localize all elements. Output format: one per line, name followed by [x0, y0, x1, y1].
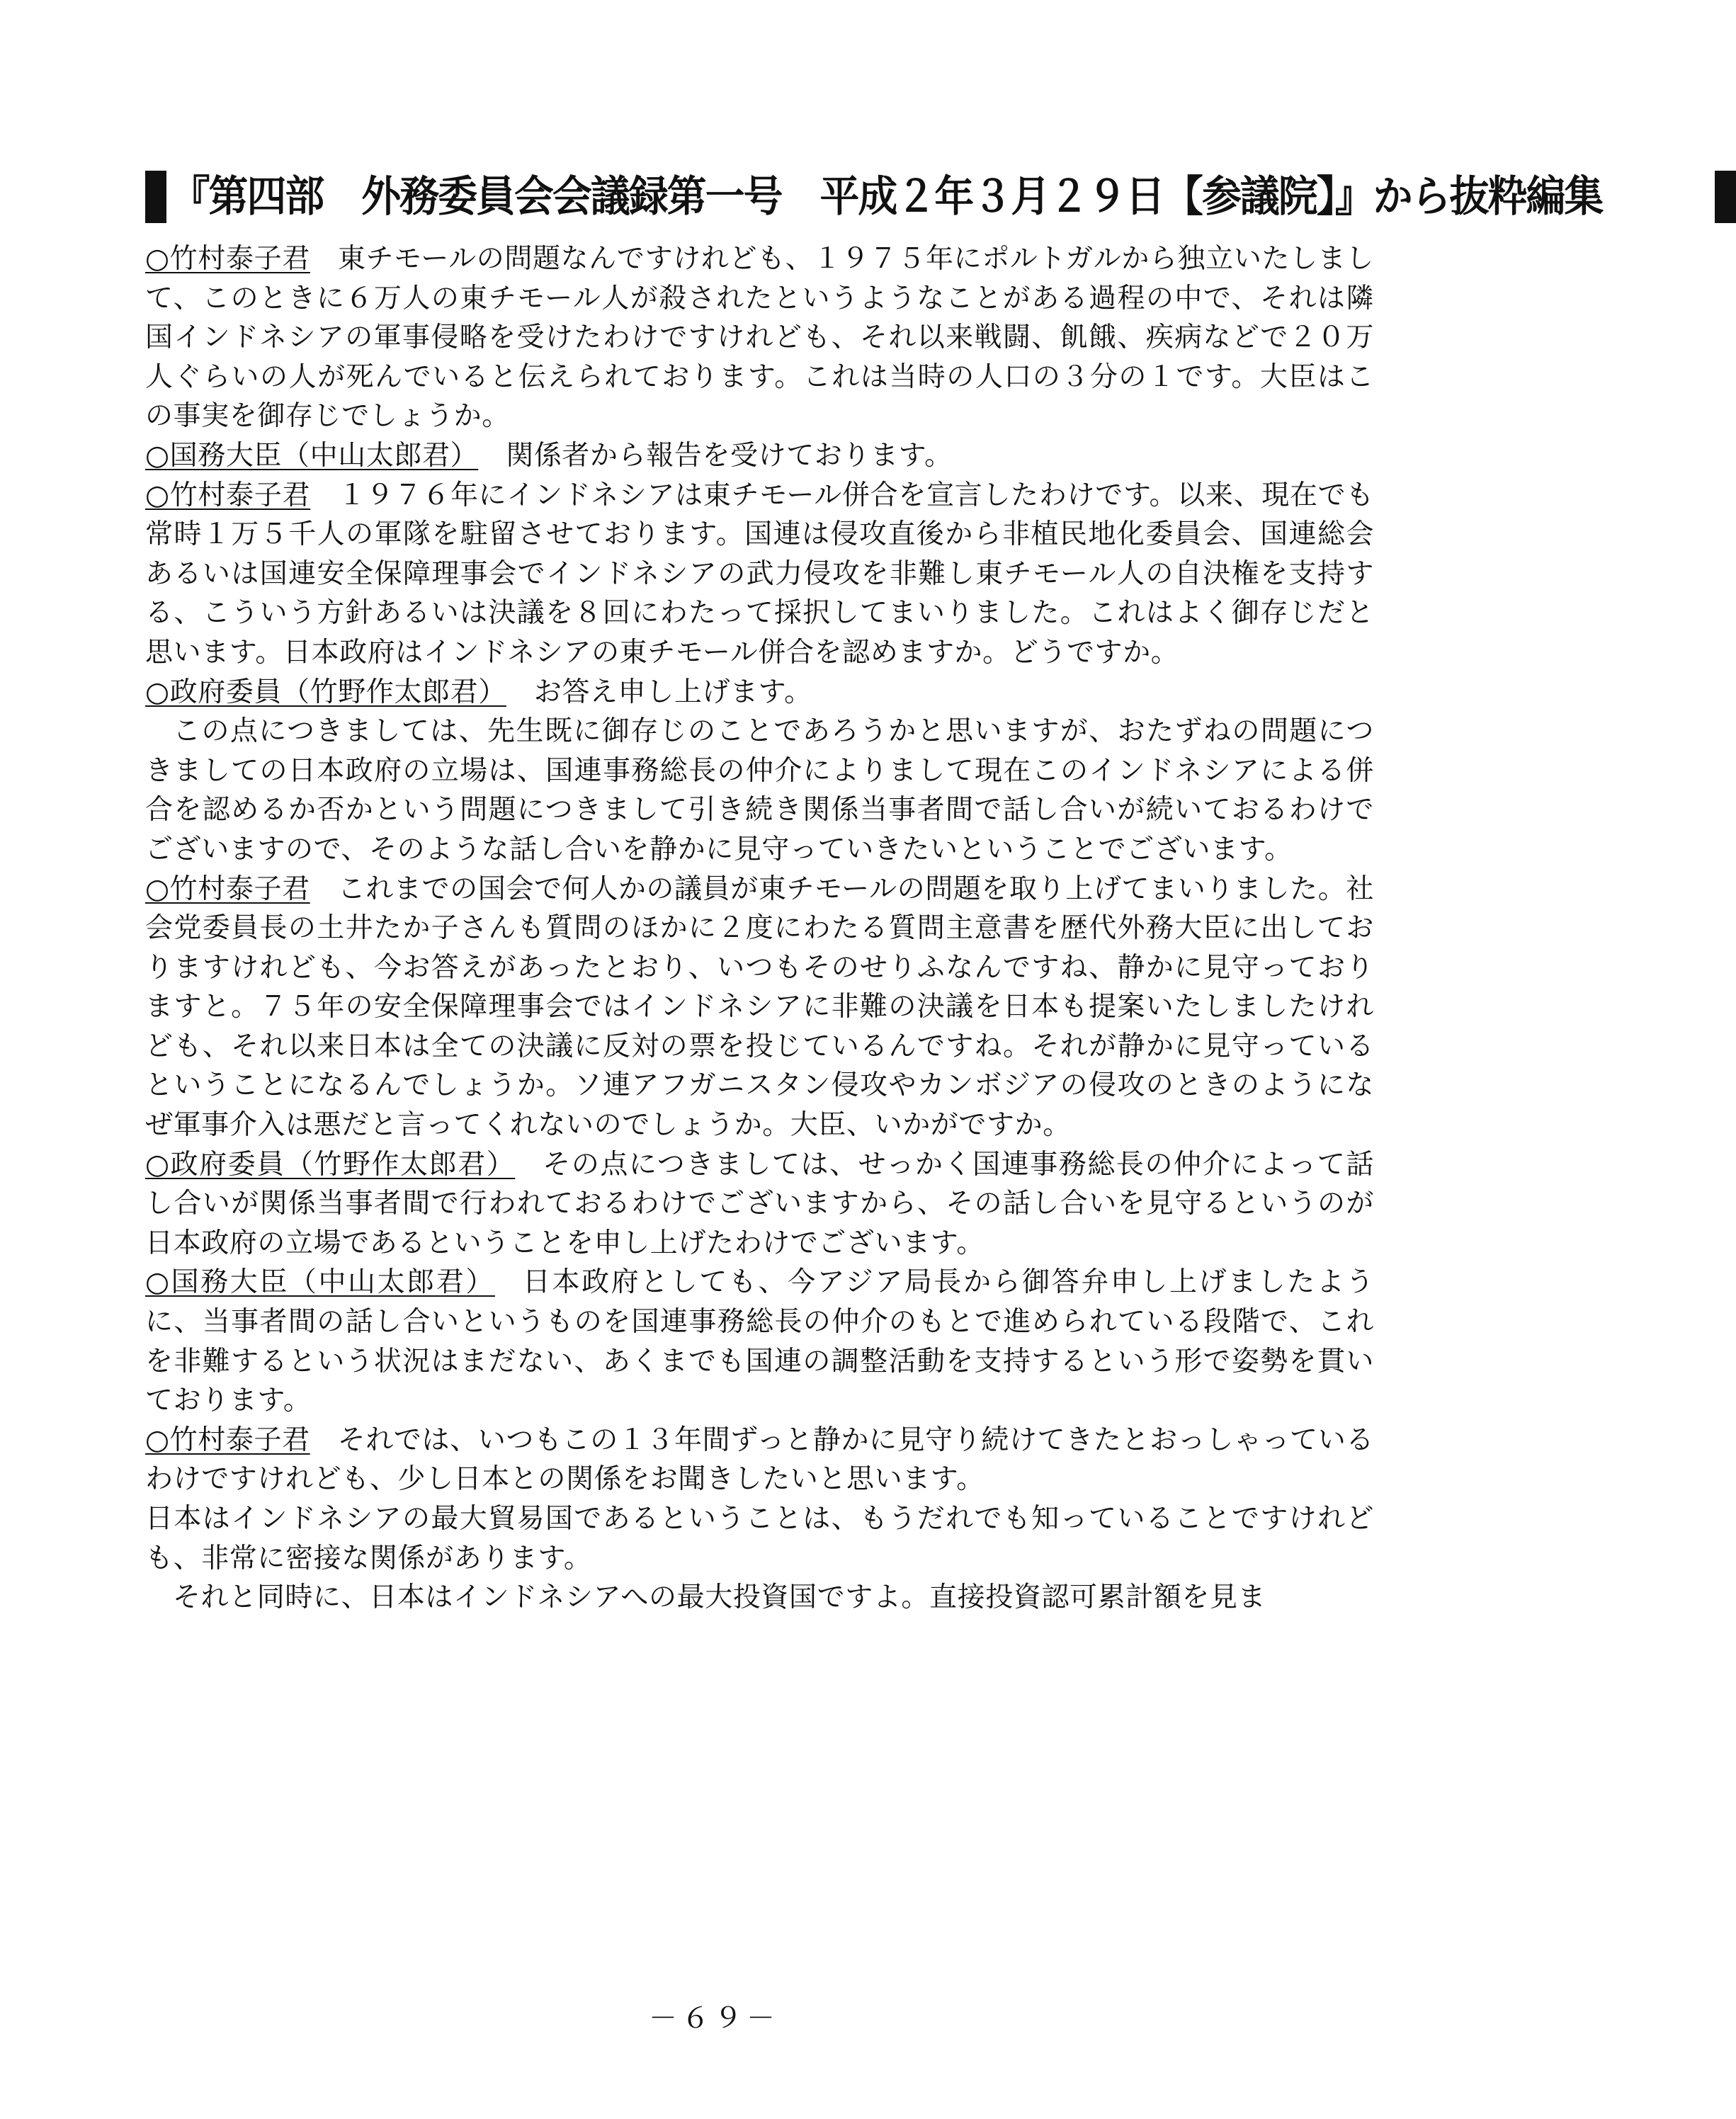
page-number: －６９－: [649, 2002, 779, 2035]
transcript-paragraph: [145, 1421, 1374, 1499]
speech-text: それでは、いつもこの１３年間ずっと静かに見守り続けてきたとおっしゃっているわけですけれども、少し日本との関係をお聞きしたいと思います。: [145, 1424, 1374, 1496]
transcript-paragraph: [145, 476, 1374, 673]
speaker-label: ○国務大臣（中山太郎君）: [145, 439, 479, 472]
section-header: [145, 164, 1603, 229]
speech-text: お答え申し上げます。: [533, 676, 812, 708]
speech-text: これまでの国会で何人かの議員が東チモールの問題を取り上げてまいりました。社会党委員長の土井たか子さんも質問のほかに２度にわたる質問主意書を歴代外務大臣に出しておりますけれども、今お答えがあったとおり、いつもそのせりふなんですね、静かに見守っておりますと。７５年の安全保障理事会ではインドネシアに非難の決議を日本も提案いたしましたけれども、それ以来日本は全ての決議に反対の票を投じているんですね。それが静かに見守っているということになるんでしょうか。ソ連アフガニスタン侵攻やカンボジアの侵攻のときのようになぜ軍事介入は悪だと言ってくれないのでしょうか。大臣、いかがですか。: [145, 873, 1374, 1142]
transcript-paragraph: [145, 712, 1374, 869]
transcript-paragraph: [145, 1578, 1374, 1618]
speaker-label: ○政府委員（竹野作太郎君）: [145, 1148, 516, 1181]
transcript-paragraph: [145, 239, 1374, 436]
speech-text: この点につきましては、先生既に御存じのことであろうかと思いますが、おたずねの問題につきましての日本政府の立場は、国連事務総長の仲介によりまして現在このインドネシアによる併合を認めるか否かという問題につきまして引き続き関係当事者間で話し合いが続いておるわけでございますので、そのような話し合いを静かに見守っていきたいということでございます。: [145, 715, 1374, 865]
speaker-label: ○政府委員（竹野作太郎君）: [145, 676, 506, 708]
transcript-paragraph: [145, 1145, 1374, 1263]
speech-text: 東チモールの問題なんですけれども、１９７５年にポルトガルから独立いたしまして、このときに６万人の東チモール人が殺されたというようなことがある過程の中で、それは隣国インドネシアの軍事侵略を受けたわけですけれども、それ以来戦闘、飢餓、疾病などで２０万人ぐらいの人が死んでいると伝えられております。これは当時の人口の３分の１です。大臣はこの事実を御存じでしょうか。: [145, 243, 1374, 433]
speaker-label: ○竹村泰子君: [145, 479, 311, 511]
transcript-body: [145, 239, 1374, 1618]
speech-text: １９７６年にインドネシアは東チモール併合を宣言したわけです。以来、現在でも常時１万５千人の軍隊を駐留させております。国連は侵攻直後から非植民地化委員会、国連総会あるいは国連安全保障理事会でインドネシアの武力侵攻を非難し東チモール人の自決権を支持する、こういう方針あるいは決議を８回にわたって採択してまいりました。これはよく御存じだと思います。日本政府はインドネシアの東チモール併合を認めますか。どうですか。: [145, 479, 1374, 669]
speech-text: 日本はインドネシアの最大貿易国であるということは、もうだれでも知っていることですけれども、非常に密接な関係があります。: [145, 1503, 1374, 1574]
transcript-paragraph: [145, 436, 1374, 476]
speaker-label: ○国務大臣（中山太郎君）: [145, 1266, 495, 1299]
transcript-paragraph: [145, 1263, 1374, 1420]
speaker-label: ○竹村泰子君: [145, 873, 310, 905]
speech-text: 日本政府としても、今アジア局長から御答弁申し上げましたように、当事者間の話し合いというものを国連事務総長の仲介のもとで進められている段階で、これを非難するという状況はまだない、あくまでも国連の調整活動を支持するという形で姿勢を貫いております。: [145, 1266, 1375, 1417]
right-heading-block-icon: [1715, 171, 1736, 223]
left-heading-block-icon: [145, 171, 166, 223]
transcript-paragraph: [145, 673, 1374, 712]
speech-text: それと同時に、日本はインドネシアへの最大投資国ですよ。直接投資認可累計額を見ま: [173, 1581, 1266, 1614]
transcript-paragraph: [145, 1499, 1374, 1578]
transcript-paragraph: [145, 870, 1374, 1145]
speech-text: 関係者から報告を受けております。: [506, 439, 953, 472]
speech-text: その点につきましては、せっかく国連事務総長の仲介によって話し合いが関係当事者間で行われておるわけでございますから、その話し合いを見守るというのが日本政府の立場であるということを申し上げたわけでございます。: [145, 1148, 1374, 1259]
speaker-label: ○竹村泰子君: [145, 243, 310, 275]
section-title: 『第四部 外務委員会会議録第一号 平成２年３月２９日【参議院】』から抜粋編集: [170, 172, 1603, 222]
speaker-label: ○竹村泰子君: [145, 1424, 310, 1456]
